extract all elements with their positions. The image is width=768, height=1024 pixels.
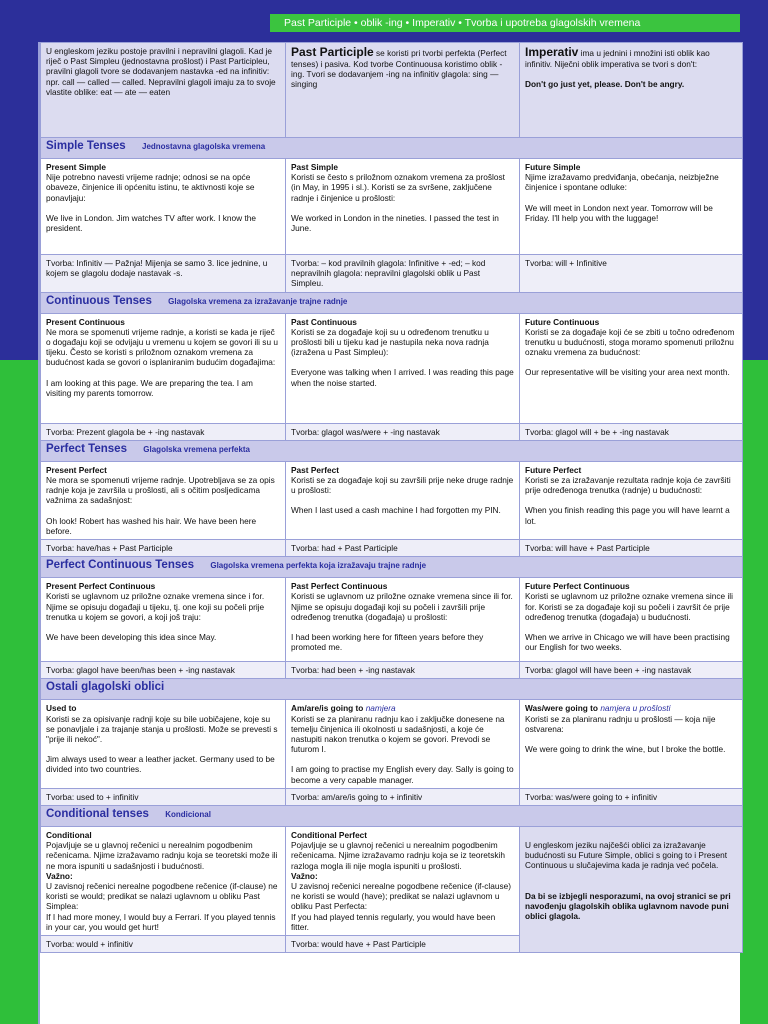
cell-text: Pojavljuje se u glavnoj rečenici u nerealnim pogodbenim rečenicama. Njime izražavamo radnju koja se iz teoretskih razloga mogla ili nije mogla ispuniti u prošlosti. [291,840,505,871]
section-subtitle: Glagolska vremena za izražavanje trajne radnje [168,296,348,306]
cell-text: Koristi se za planiranu radnju kao i zaključke donesene na temelju činjenica ili okolnosti u sadašnjosti, a koje će nastupiti nakon trenutka o kojem se govori. Prevodi se futurom I. [291,713,505,755]
cell-example: If you had played tennis regularly, you would have been fitter. [291,911,496,932]
formula-row [41,788,743,805]
imperative-title: Imperativ [525,45,579,59]
cell-text: Koristi se za opisivanje radnji koje su bile uobičajene, koje su se ponavljale i za trajanje stanja u prošlosti. Može se prevesti s "prije ili nekoć". [46,713,278,745]
cell-text: Koristi se uglavnom uz priložne oznake vremena since i for. Njime se opisuju događaji u tijeku, tj. one koji su počeli prije trenutka u kojem se govori, a koji još traju: [46,591,265,622]
section-body-simple [41,159,743,255]
cell-example: Everyone was talking when I arrived. I was reading this page when the noise started. [291,367,514,388]
section-title: Simple Tenses [46,140,126,152]
section-header-conditional [41,806,743,827]
cell-heading: Used to [46,703,77,714]
formula: Tvorba: was/were going to + infinitiv [520,788,743,805]
cell-text: U zavisnoj rečenici nerealne pogodbene rečenice (if-clause) ne koristi se would; predikat se nalazi uglavnom u obliku Past Simplea: [46,881,278,912]
cell-conditional [41,827,286,936]
imperative-example: Don't go just yet, please. Don't be angry. [525,79,685,90]
cell-example: I had been working here for fifteen years before they promoted me. [291,632,484,653]
cell-heading: Past Continuous [291,316,357,327]
formula: Tvorba: had been + -ing nastavak [286,662,520,679]
cell-text: Koristi se uglavnom uz priložne oznake vremena since ili for. Koristi se za događaje koji su počeli i završit će prije određenog trenutka (događaja) u budućnosti. [525,591,733,622]
cell-was-going-to [520,700,743,788]
cell-going-to [286,700,520,788]
cell-future-continuous [520,313,743,423]
cell-heading: Present Simple [46,162,106,172]
formula: Tvorba: will have + Past Participle [520,540,743,557]
cell-heading: Future Continuous [525,316,600,327]
cell-used-to [41,700,286,788]
imperative-text: ima u jednini i množini isti oblik kao infinitiv. Niječni oblik imperativa se tvori s don't: [525,48,710,69]
cell-heading: Past Perfect [291,464,339,475]
intro-regular-irregular: U engleskom jeziku postoje pravilni i nepravilni glagoli. Kad je riječ o Past Simpleu (jednostavna prošlost) i Past Participleu, pravilni glagoli tvore se dodavanjem nastavka -ed na infinitiv: npr. call — called — called. Nepravilni glagoli imaju za to svoje vlastite oblike: eat — ate — eaten [41,43,286,138]
cell-present-continuous [41,313,286,423]
section-header-simple [41,138,743,159]
cell-heading: Conditional Perfect [291,830,368,841]
cell-heading: Past Perfect Continuous [291,581,388,592]
section-title: Continuous Tenses [46,294,152,307]
cell-text: Ne mora se spomenuti vrijeme radnje. Upotrebljava se za opis radnje koja je završila u prošlosti, ali s očitim posljedicama važnima za sadašnjost: [46,475,275,506]
formula: Tvorba: glagol will have been + -ing nastavak [520,662,743,679]
formula-row [41,423,743,440]
intro-past-participle [286,43,520,138]
cell-example: When I last used a cash machine I had forgotten my PIN. [291,505,501,516]
cell-future-perfect [520,461,743,539]
cell-example: We were going to drink the wine, but I broke the bottle. [525,744,726,755]
formula: Tvorba: will + Infinitive [520,255,743,293]
formula: Tvorba: have/has + Past Participle [41,540,286,557]
section-title: Ostali glagolski oblici [46,681,165,694]
note-text-bold: Da bi se izbjegli nesporazumi, na ovoj stranici se pri navođenju glagolskih oblika uglavnom navode puni oblici glagola. [525,890,731,922]
cell-text: Koristi se za događaje koji su u određenom trenutku u prošlosti bili u tijeku kad je nastupila neka nova radnja (izražena u Past Simpleu): [291,326,489,358]
formula: Tvorba: glagol will + be + -ing nastavak [520,423,743,440]
section-subtitle: Glagolska vremena perfekta koja izražavaju trajne radnje [210,561,427,571]
section-header-other [41,679,743,700]
section-body-continuous [41,313,743,423]
important-label: Važno: [291,870,318,881]
cell-heading: Present Perfect [46,464,107,475]
formula: Tvorba: would have + Past Participle [286,936,520,953]
section-body-conditional [41,827,743,936]
section-subtitle: Glagolska vremena perfekta [143,444,250,454]
cell-text: Koristi se uglavnom uz priložne oznake vremena since ili for. Njime se opisuju događaji koji su počeli i završili prije određenog trenutka (događaja) u prošlosti: [291,591,513,622]
formula-row [41,540,743,557]
formula: Tvorba: – kod pravilnih glagola: Infinitive + -ed; – kod nepravilnih glagola: nepravilni glagolski oblik u Past Simpleu. [286,255,520,293]
cell-text: Ne mora se spomenuti vrijeme radnje, a koristi se kada je riječ o događaju koji se odvijaju u vremenu u kojem se govori ili su u tijeku. Često se koristi s priložnom oznakom vremena za budućnost kada se govori o isplaniranim budućim događajima: [46,326,278,368]
cell-example: I am looking at this page. We are preparing the tea. I am visiting my parents tomorrow. [46,377,253,398]
cell-heading: Present Perfect Continuous [46,581,156,592]
cell-future-perfect-continuous [520,578,743,662]
cell-heading: Past Simple [291,162,339,172]
cell-heading-note: namjera u prošlosti [600,703,671,714]
cell-heading: Future Perfect [525,464,582,475]
formula: Tvorba: glagol have been/has been + -ing nastavak [41,662,286,679]
cell-text: Njime izražavamo predviđanja, obećanja, neizbježne činjenice i spontane odluke: [525,172,719,193]
formula: Tvorba: used to + infinitiv [41,788,286,805]
section-subtitle: Kondicional [165,810,211,820]
grammar-page [38,42,740,1024]
cell-text: U zavisnoj rečenici nerealne pogodbene rečenice (if-clause) ne koristi se would (have); predikat se nalazi uglavnom u obliku Past Perfecta: [291,881,511,912]
cell-example: If I had more money, I would buy a Ferrari. If you played tennis in your car, you would get hurt! [46,911,276,932]
section-header-continuous [41,292,743,313]
cell-example: Our representative will be visiting your area next month. [525,367,730,378]
formula: Tvorba: glagol was/were + -ing nastavak [286,423,520,440]
cell-conditional-perfect [286,827,520,936]
cell-text: Koristi se često s priložnom oznakom vremena za prošlost (in May, in 1995 i sl.). Koristi se za svršene, zaključene radnje i činjenice u prošlosti: [291,172,505,203]
section-header-perfect-continuous [41,557,743,578]
cell-past-simple [286,159,520,255]
cell-past-continuous [286,313,520,423]
cell-example: We live in London. Jim watches TV after work. I know the president. [46,212,256,234]
cell-heading-note: namjera [365,703,396,714]
cell-text: Pojavljuje se u glavnoj rečenici u nerealnim pogodbenim rečenicama. Njime izražavamo radnju koja se teoretski može ili ne mora ispuniti u sadašnjosti i budućnosti. [46,840,278,871]
cell-past-perfect-continuous [286,578,520,662]
past-participle-title: Past Participle [291,45,374,59]
tenses-table [40,42,743,953]
formula-row [41,255,743,293]
cell-text: Nije potrebno navesti vrijeme radnje; odnosi se na opće obaveze, činjenice ili općenitu istinu, te aktivnosti koje se ponavljaju: [46,172,255,203]
past-participle-text: se koristi pri tvorbi perfekta (Perfect tenses) i pasiva. Kod tvorbe Continuousa koristimo oblik -ing. Tvori se dodavanjem -ing na infinitiv glagola: sing — singing [291,48,507,90]
section-header-perfect [41,440,743,461]
cell-present-perfect [41,461,286,539]
cell-present-perfect-continuous [41,578,286,662]
cell-example: We worked in London in the nineties. I passed the test in June. [291,212,499,234]
cell-heading: Was/were going to [525,703,598,714]
cell-example: Oh look! Robert has washed his hair. We have been here before. [46,515,257,536]
section-body-perfect [41,461,743,539]
formula: Tvorba: had + Past Participle [286,540,520,557]
cell-heading: Am/are/is going to [291,703,364,714]
cell-heading: Future Perfect Continuous [525,581,630,592]
cell-present-simple [41,159,286,255]
page-topbar: Past Participle • oblik -ing • Imperativ • Tvorba i upotreba glagolskih vremena [270,14,740,32]
cell-past-perfect [286,461,520,539]
formula: Tvorba: Infinitiv — Pažnja! Mijenja se samo 3. lice jednine, u kojem se glagolu dodaje nastavak -s. [41,255,286,293]
cell-heading: Conditional [46,830,92,841]
intro-row [41,43,743,138]
cell-example: Jim always used to wear a leather jacket. Germany used to be divided into two countries. [46,754,275,775]
section-body-perfect-continuous [41,578,743,662]
cell-future-note [520,827,743,953]
note-text: U engleskom jeziku najčešći oblici za izražavanje budućnosti su Future Simple, oblici s going to i Present Continuous u slučajevima kada je radnja već počela. [525,840,727,871]
section-title: Conditional tenses [46,808,149,821]
section-title: Perfect Tenses [46,442,127,455]
formula: Tvorba: am/are/is going to + infinitiv [286,788,520,805]
cell-heading: Future Simple [525,162,581,172]
cell-example: I am going to practise my English every day. Sally is going to become a very capable manager. [291,764,514,785]
cell-example: When we arrive in Chicago we will have been practising our English for two weeks. [525,632,730,653]
important-label: Važno: [46,870,73,881]
cell-future-simple [520,159,743,255]
formula: Tvorba: would + infinitiv [41,936,286,953]
section-title: Perfect Continuous Tenses [46,559,195,572]
intro-imperative [520,43,743,138]
section-subtitle: Jednostavna glagolska vremena [142,142,266,151]
cell-text: Koristi se za događaje koji će se zbiti u točno određenom trenutku u budućnosti, stoga moramo spomenuti priložnu oznaku vremena za budućnost: [525,326,735,358]
section-body-other [41,700,743,788]
left-edge-decoration [0,0,36,1024]
cell-example: We have been developing this idea since May. [46,632,217,643]
cell-example: We will meet in London next year. Tomorrow will be Friday. I'll help you with the luggage! [525,202,713,223]
cell-heading: Present Continuous [46,316,125,327]
formula: Tvorba: Prezent glagola be + -ing nastavak [41,423,286,440]
cell-text: Koristi se za planiranu radnju u prošlosti — koja nije ostvarena: [525,713,716,734]
cell-example: When you finish reading this page you will have learnt a lot. [525,505,730,526]
cell-text: Koristi se za događaje koji su završili prije neke druge radnje u prošlosti: [291,475,514,496]
formula-row [41,662,743,679]
cell-text: Koristi se za izražavanje rezultata radnje koja će završiti prije određenoga trenutka (radnje) u budućnosti: [525,475,731,496]
